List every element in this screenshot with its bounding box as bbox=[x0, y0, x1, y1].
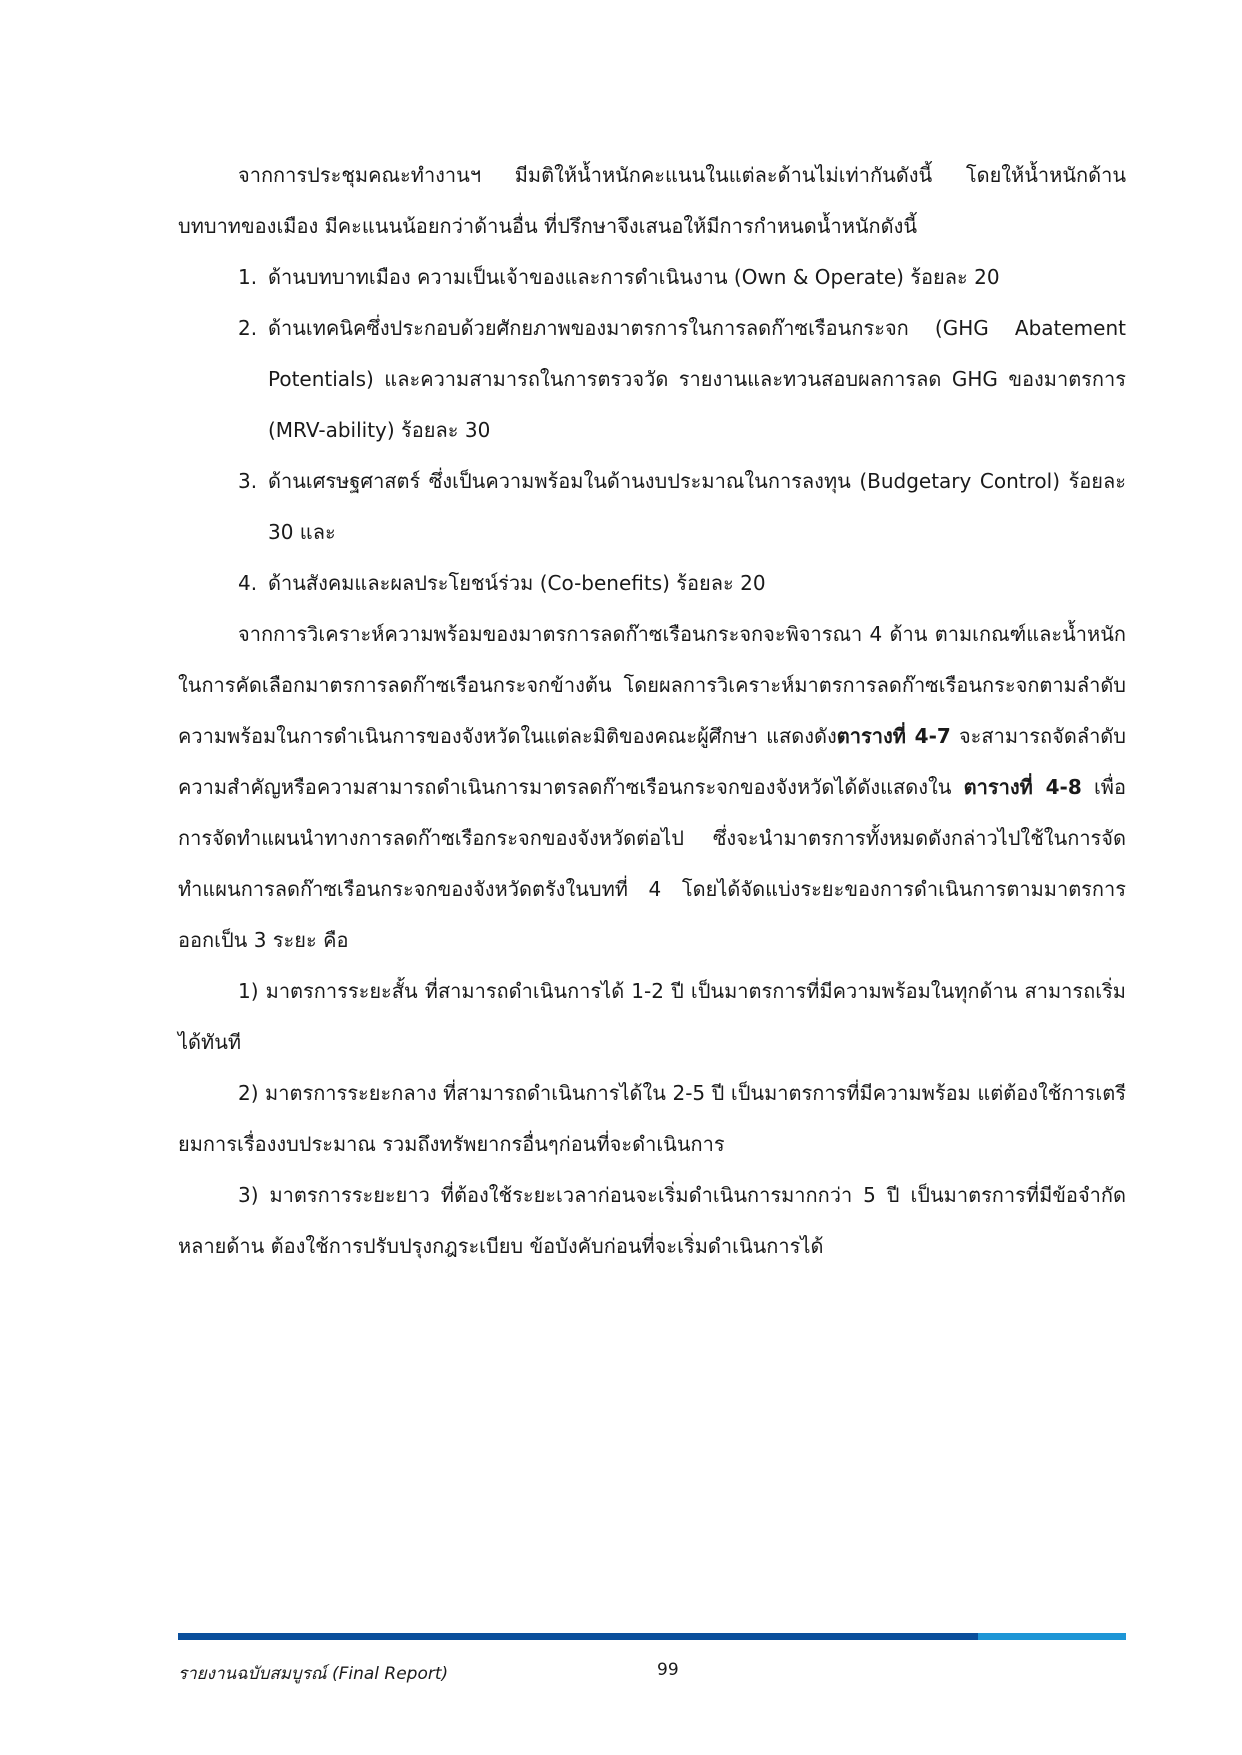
list-number: 4. bbox=[238, 571, 258, 595]
criteria-item bbox=[178, 252, 1126, 303]
footer-page-number: 99 bbox=[657, 1660, 679, 1680]
analysis-text-b: จะสามารถจัดลำดับความสำคัญหรือความสามารถดำเนินการมาตรลดก๊าซเรือนกระจกของจังหวัดได้ดังแสดงใน bbox=[178, 724, 1126, 799]
criteria-item bbox=[178, 303, 1126, 456]
paragraph-phase-long: 3) มาตรการระยะยาว ที่ต้องใช้ระยะเวลาก่อนจะเริ่มดำเนินการมากกว่า 5 ปี เป็นมาตรการที่มีข้อจำกัดหลายด้าน ต้องใช้การปรับปรุงกฎระเบียบ ข้อบังคับก่อนที่จะเริ่มดำเนินการได้ bbox=[178, 1183, 1126, 1258]
analysis-text-a: จากการวิเคราะห์ความพร้อมของมาตรการลดก๊าซเรือนกระจกจะพิจารณา 4 ด้าน ตามเกณฑ์และน้ำหนักในการคัดเลือกมาตรการลดก๊าซเรือนกระจกข้างต้น โดยผลการวิเคราะห์มาตรการลดก๊าซเรือนกระจกตามลำดับความพร้อมในการดำเนินการของจังหวัดในแต่ละมิติของคณะผู้ศึกษา แสดงดัง bbox=[178, 622, 1126, 748]
paragraph-analysis bbox=[178, 609, 1126, 966]
footer-rule-light bbox=[978, 1633, 1126, 1640]
table-ref-4-7: ตารางที่ 4-7 bbox=[836, 724, 951, 748]
page-body bbox=[178, 150, 1126, 1272]
criteria-list bbox=[178, 252, 1126, 609]
criteria-text: ด้านเศรษฐศาสตร์ ซึ่งเป็นความพร้อมในด้านงบประมาณในการลงทุน (Budgetary Control) ร้อยละ 30 และ bbox=[268, 469, 1126, 544]
table-ref-4-8: ตารางที่ 4-8 bbox=[963, 775, 1082, 799]
criteria-text: ด้านสังคมและผลประโยชน์ร่วม (Co-benefits) ร้อยละ 20 bbox=[268, 571, 766, 595]
list-number: 3. bbox=[238, 469, 258, 493]
paragraph-phase-medium: 2) มาตรการระยะกลาง ที่สามารถดำเนินการได้ใน 2-5 ปี เป็นมาตรการที่มีความพร้อม แต่ต้องใช้การเตรียมการเรื่องงบประมาณ รวมถึงทรัพยากรอื่นๆก่อนที่จะดำเนินการ bbox=[178, 1081, 1126, 1156]
paragraph-weighting-intro: จากการประชุมคณะทำงานฯ มีมติให้น้ำหนักคะแนนในแต่ละด้านไม่เท่ากันดังนี้ โดยให้น้ำหนักด้านบทบาทของเมือง มีคะแนนน้อยกว่าด้านอื่น ที่ปรึกษาจึงเสนอให้มีการกำหนดน้ำหนักดังนี้ bbox=[178, 163, 1126, 238]
criteria-text: ด้านบทบาทเมือง ความเป็นเจ้าของและการดำเนินงาน (Own & Operate) ร้อยละ 20 bbox=[268, 265, 1000, 289]
criteria-item bbox=[178, 558, 1126, 609]
list-number: 2. bbox=[238, 316, 258, 340]
paragraph-phase-short: 1) มาตรการระยะสั้น ที่สามารถดำเนินการได้ 1-2 ปี เป็นมาตรการที่มีความพร้อมในทุกด้าน สามารถเริ่มได้ทันที bbox=[178, 979, 1126, 1054]
criteria-item bbox=[178, 456, 1126, 558]
footer-report-title: รายงานฉบับสมบูรณ์ (Final Report) bbox=[178, 1664, 449, 1684]
footer-rule-dark bbox=[178, 1633, 978, 1640]
criteria-text: ด้านเทคนิคซึ่งประกอบด้วยศักยภาพของมาตรการในการลดก๊าซเรือนกระจก (GHG Abatement Potentials) และความสามารถในการตรวจวัด รายงานและทวนสอบผลการลด GHG ของมาตรการ (MRV-ability) ร้อยละ 30 bbox=[268, 316, 1126, 442]
analysis-text-c: เพื่อการจัดทำแผนนำทางการลดก๊าซเรือกระจกของจังหวัดต่อไป ซึ่งจะนำมาตรการทั้งหมดดังกล่าวไปใช้ในการจัดทำแผนการลดก๊าซเรือนกระจกของจังหวัดตรังในบทที่ 4 โดยได้จัดแบ่งระยะของการดำเนินการตามมาตรการออกเป็น 3 ระยะ คือ bbox=[178, 775, 1126, 952]
list-number: 1. bbox=[238, 265, 258, 289]
